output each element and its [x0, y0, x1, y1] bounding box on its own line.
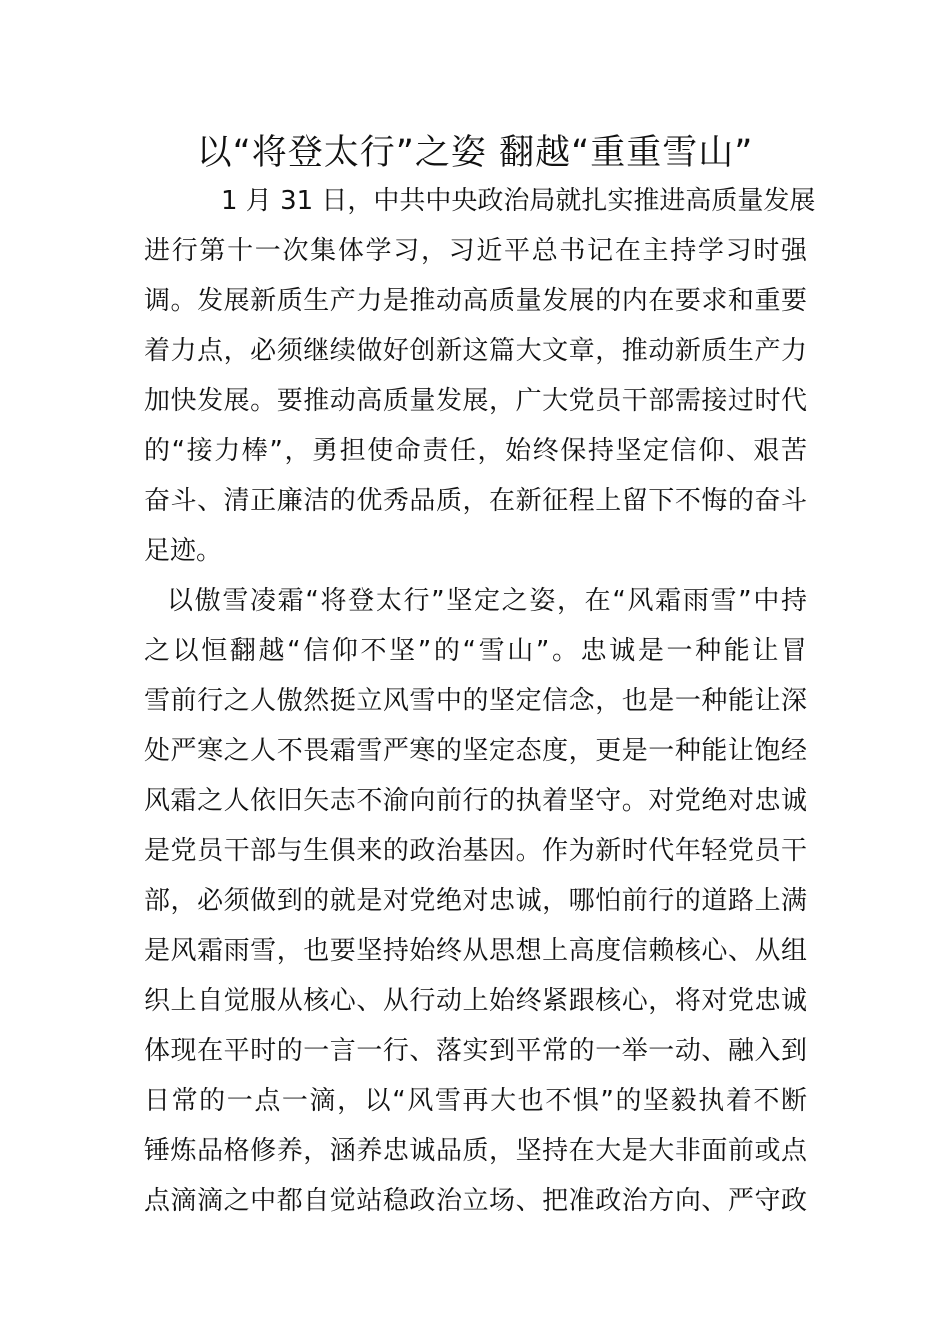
paragraph-line: 足迹。: [144, 536, 223, 566]
paragraph-line: 处严寒之人不畏霜雪严寒的坚定态度，更是一种能让饱经: [144, 736, 807, 766]
paragraph-line: 织上自觉服从核心、从行动上始终紧跟核心，将对党忠诚: [144, 986, 807, 1016]
document-title: 以“将登太行”之姿 翻越“重重雪山”: [196, 133, 754, 173]
paragraph-line: 是风霜雨雪，也要坚持始终从思想上高度信赖核心、从组: [144, 936, 807, 966]
paragraph-line: 加快发展。要推动高质量发展，广大党员干部需接过时代: [144, 386, 807, 416]
paragraph-line: 锤炼品格修养，涵养忠诚品质，坚持在大是大非面前或点: [144, 1136, 807, 1166]
paragraph-line: 雪前行之人傲然挺立风雪中的坚定信念，也是一种能让深: [144, 686, 807, 716]
paragraph-line: 着力点，必须继续做好创新这篇大文章，推动新质生产力: [144, 336, 807, 366]
paragraph-line: 调。发展新质生产力是推动高质量发展的内在要求和重要: [144, 286, 807, 316]
paragraph-line: 进行第十一次集体学习，习近平总书记在主持学习时强: [144, 236, 807, 266]
paragraph-line: 是党员干部与生俱来的政治基因。作为新时代年轻党员干: [144, 836, 807, 866]
paragraph-line: 点滴滴之中都自觉站稳政治立场、把准政治方向、严守政: [144, 1186, 807, 1216]
paragraph-line: 风霜之人依旧矢志不渝向前行的执着坚守。对党绝对忠诚: [144, 786, 807, 816]
paragraph-line: 日常的一点一滴，以“风雪再大也不惧”的坚毅执着不断: [144, 1086, 807, 1116]
paragraph-line: 奋斗、清正廉洁的优秀品质，在新征程上留下不悔的奋斗: [144, 486, 807, 516]
paragraph-2: [144, 576, 807, 1226]
paragraph-line: 1 月 31 日，中共中央政治局就扎实推进高质量发展: [221, 186, 816, 216]
paragraph-line: 体现在平时的一言一行、落实到平常的一举一动、融入到: [144, 1036, 807, 1066]
paragraph-line: 的“接力棒”，勇担使命责任，始终保持坚定信仰、艰苦: [144, 436, 807, 466]
document-body: [144, 176, 816, 1226]
paragraph-line: 部，必须做到的就是对党绝对忠诚，哪怕前行的道路上满: [144, 886, 807, 916]
paragraph-line: 以傲雪凌霜“将登太行”坚定之姿，在“风霜雨雪”中持: [167, 586, 807, 616]
paragraph-line: 之以恒翻越“信仰不坚”的“雪山”。忠诚是一种能让冒: [144, 636, 807, 666]
paragraph-1: [144, 176, 816, 576]
